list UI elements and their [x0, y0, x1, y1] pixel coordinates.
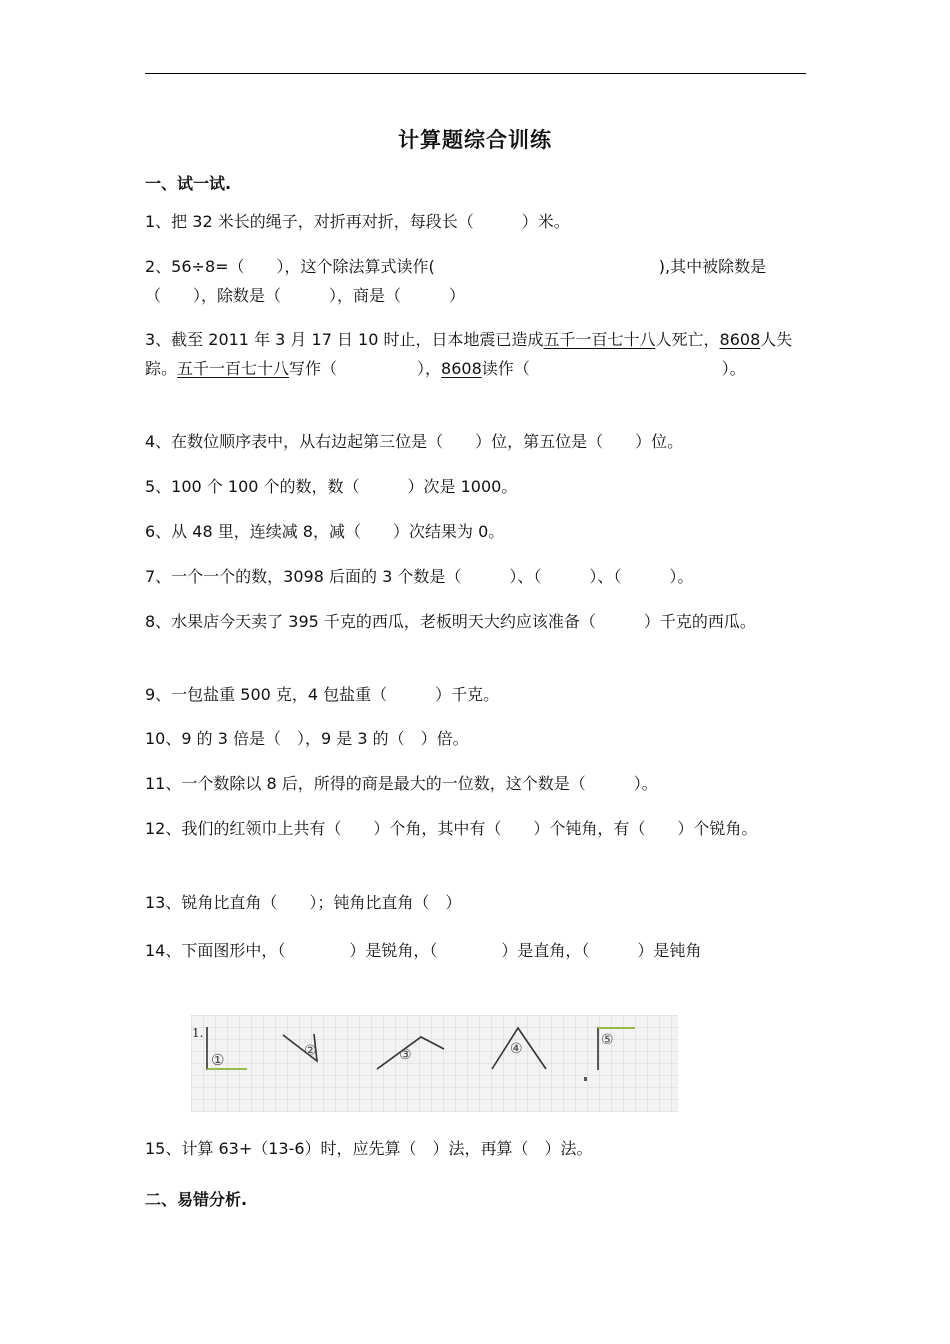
- angle-label-1: ①: [211, 1051, 225, 1069]
- question-2: 2、56÷8=（ ），这个除法算式读作( ),其中被除数是（ ），除数是（ ），商是（ ）: [145, 257, 767, 305]
- section-heading-1: 一、试一试.: [145, 174, 232, 193]
- question-13-text: 锐角比直角（ ）；钝角比直角（ ）: [181, 893, 462, 912]
- question-12: [145, 814, 847, 843]
- question-10: 10、9 的 3 倍是（ ），9 是 3 的（ ）倍。: [145, 729, 469, 748]
- question-1: 1、把 32 米长的绳子，对折再对折，每段长（ ）米。: [145, 212, 570, 231]
- section-heading-2: 二、易错分析.: [145, 1190, 248, 1209]
- header-rule: [145, 73, 806, 74]
- question-13-number: 13、: [145, 893, 182, 912]
- question-3-underlined-number: 8608: [719, 330, 761, 349]
- angle-label-4: ④: [510, 1041, 523, 1057]
- question-11: 11、一个数除以 8 后，所得的商是最大的一位数，这个数是（ ）。: [145, 774, 658, 793]
- question-13: [145, 888, 847, 917]
- angle-figure: [191, 1015, 678, 1112]
- question-3-part-a: 3、截至 2011 年 3 月 17 日 10 时止，日本地震已造成: [145, 330, 544, 349]
- grid-background: [191, 1015, 678, 1112]
- question-12-text: 我们的红领巾上共有（ ）个角，其中有（ ）个钝角，有（ ）个锐角。: [181, 819, 758, 838]
- angle-label-3: ③: [399, 1047, 412, 1063]
- question-15: [145, 1134, 847, 1163]
- question-12-number: 12、: [145, 819, 182, 838]
- question-3-underlined-number-text: 五千一百七十八: [543, 330, 656, 349]
- question-3-underlined-number-2: 8608: [441, 359, 482, 378]
- question-15-text: 计算 63+（13-6）时，应先算（ ）法，再算（ ）法。: [181, 1139, 593, 1158]
- figure-corner-label: 1.: [192, 1026, 204, 1040]
- page-title: 计算题综合训练: [398, 128, 552, 152]
- question-5: 5、100 个 100 个的数，数（ ）次是 1000。: [145, 477, 518, 496]
- angle-label-2: ②: [304, 1043, 317, 1059]
- question-14-number: 14、: [145, 941, 182, 960]
- question-7: 7、一个一个的数，3098 后面的 3 个数是（ ）、（ ）、（ ）。: [145, 567, 694, 586]
- question-4: 4、在数位顺序表中，从右边起第三位是（ ）位，第五位是（ ）位。: [145, 432, 684, 451]
- question-8: 8、水果店今天卖了 395 千克的西瓜，老板明天大约应该准备（ ）千克的西瓜。: [145, 612, 756, 631]
- question-3-part-e: 读作（ ）。: [481, 359, 746, 378]
- question-14: [145, 936, 847, 965]
- angle-label-5: ⑤: [601, 1032, 614, 1048]
- question-3-part-b: 人死亡，: [655, 330, 720, 349]
- question-3-part-c: 人失踪。: [145, 330, 793, 378]
- figure-speck: [584, 1077, 587, 1081]
- question-3: [145, 325, 810, 383]
- question-6: 6、从 48 里，连续减 8，减（ ）次结果为 0。: [145, 522, 505, 541]
- angle-figure-svg: [191, 1015, 678, 1112]
- question-15-number: 15、: [145, 1139, 182, 1158]
- question-3-underlined-number-text-2: 五千一百七十八: [177, 359, 290, 378]
- question-14-text: 下面图形中，（ ）是锐角，（ ）是直角，（ ）是钝角: [181, 941, 702, 960]
- question-9: 9、一包盐重 500 克，4 包盐重（ ）千克。: [145, 685, 500, 704]
- question-3-part-d: 写作（ ），: [289, 359, 442, 378]
